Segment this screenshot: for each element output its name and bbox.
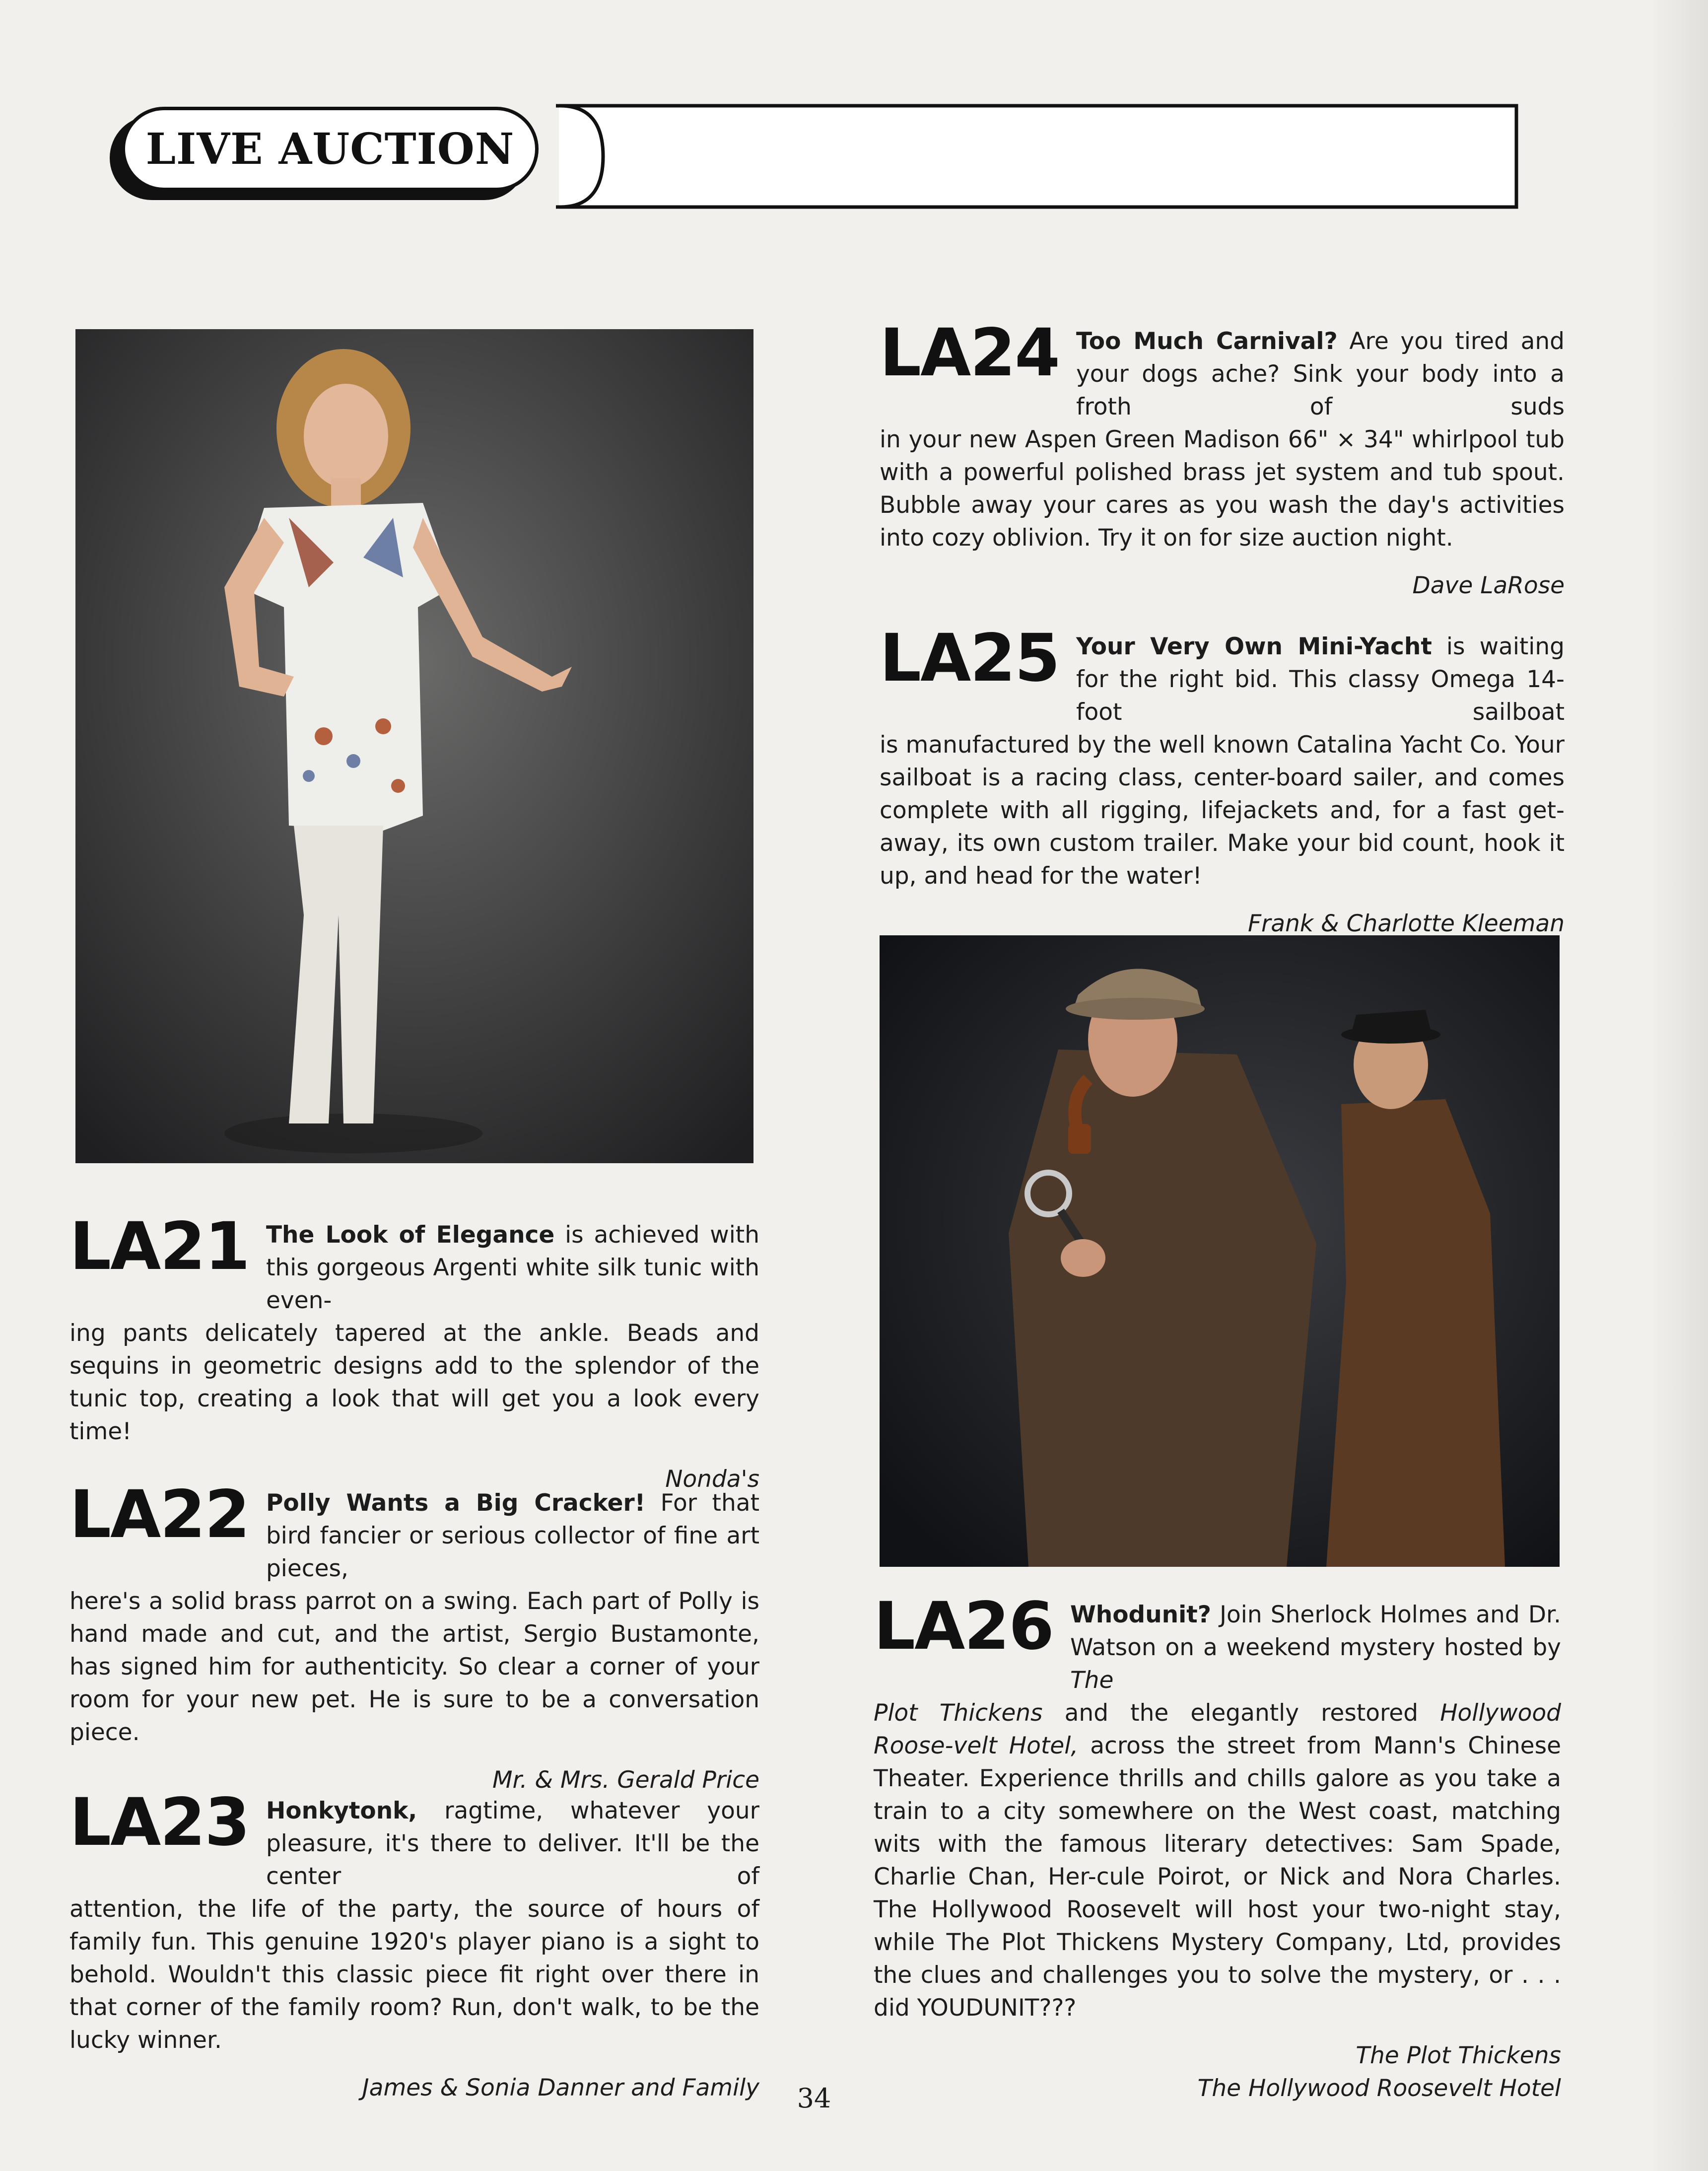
lot-code: LA25	[880, 620, 1059, 697]
lot-intro-text: ragtime, whatever your pleasure, it's there to deliver. It'll be the center of	[266, 1797, 759, 1890]
page-number: 34	[797, 2083, 831, 2114]
lot-description: in your new Aspen Green Madison 66" × 34" whirlpool tub with a powerful polished brass jet system and tub spout. Bubble away your cares as you wash the day's activities into cozy oblivion. Try it on for size auction night.	[880, 426, 1565, 552]
lot-description: ing pants delicately tapered at the ankle. Beads and sequins in geometric designs add to the splendor of the tunic top, creating a look that will get you a look every time!	[69, 1320, 759, 1445]
lot-intro	[266, 1795, 759, 1893]
lot-la26	[874, 1588, 1561, 2105]
lot-la23	[69, 1784, 759, 2104]
lot-intro-text: Join Sherlock Holmes and Dr. Watson on a weekend mystery hosted by	[1070, 1601, 1561, 1661]
lot-body-italic-1: Plot Thickens	[874, 1699, 1043, 1727]
lot-donor: James & Sonia Danner and Family	[362, 2074, 759, 2101]
lot-la21	[69, 1208, 759, 1496]
lot-description	[874, 1697, 1561, 2025]
lot-la25	[880, 620, 1565, 940]
lot-intro-italic: The	[1070, 1667, 1114, 1694]
lot-title: Polly Wants a Big Cracker!	[266, 1489, 646, 1517]
lot-title: Whodunit?	[1070, 1601, 1211, 1628]
lot-body-text-1: and the elegantly restored	[1042, 1699, 1440, 1727]
lot-code: LA22	[69, 1476, 249, 1553]
lot-code: LA24	[880, 315, 1059, 391]
lot-description: here's a solid brass parrot on a swing. Each part of Polly is hand made and cut, and the artist, Sergio Bustamonte, has signed him for authenticity. So clear a corner of your room for your new pet. He is sure to be a conversation piece.	[69, 1588, 759, 1746]
lot-donor: Frank & Charlotte Kleeman	[1247, 910, 1565, 937]
lot-intro-text: Are you tired and your dogs ache? Sink your body into a froth of suds	[1076, 328, 1565, 420]
lot-intro	[266, 1487, 759, 1585]
lot-intro	[1070, 1599, 1561, 1697]
lot-donor-1: The Plot Thickens	[1356, 2042, 1561, 2069]
lot-intro	[1076, 325, 1565, 423]
header-banner-frame	[556, 102, 1549, 211]
page-spine-shadow	[1648, 0, 1708, 2171]
lot-la24	[880, 315, 1565, 602]
lot-donor: Mr. & Mrs. Gerald Price	[492, 1766, 759, 1794]
lot-intro-text: is achieved with this gorgeous Argenti white silk tunic with even-	[266, 1221, 759, 1314]
lot-donor: Dave LaRose	[1412, 572, 1565, 599]
section-header-pill	[122, 107, 539, 191]
lot-body-italic-2: Hollywood Roose-velt Hotel,	[874, 1699, 1561, 1759]
photo-sherlock-holmes-watson	[880, 935, 1560, 1567]
lot-description: attention, the life of the party, the source of hours of family fun. This genuine 1920's player piano is a sight to behold. Wouldn't this classic piece fit right over there in that corner of the family room? Run, don't walk, to be the lucky winner.	[69, 1895, 759, 2054]
lot-title: The Look of Elegance	[266, 1221, 555, 1249]
lot-title: Too Much Carnival?	[1076, 328, 1338, 355]
lot-title: Honkytonk,	[266, 1797, 417, 1824]
lot-code: LA26	[874, 1588, 1053, 1665]
lot-description: is manufactured by the well known Catalina Yacht Co. Your sailboat is a racing class, center-board sailer, and comes complete with all rigging, lifejackets and, for a fast get-away, its own custom trailer. Make your bid count, hook it up, and head for the water!	[880, 731, 1565, 890]
photo-tunic-outfit	[75, 329, 753, 1163]
lot-donor: Nonda's	[665, 1466, 759, 1493]
lot-donor-2: The Hollywood Roosevelt Hotel	[1197, 2075, 1561, 2102]
lot-intro-text: is waiting for the right bid. This classy Omega 14-foot sailboat	[1076, 633, 1565, 726]
section-title: LIVE AUCTION	[145, 124, 515, 174]
lot-code: LA23	[69, 1784, 249, 1861]
lot-title: Your Very Own Mini-Yacht	[1076, 633, 1432, 660]
lot-body-text-2: across the street from Mann's Chinese Theater. Experience thrills and chills galore as you take a train to a city somewhere on the West coast, matching wits with the famous literary detectives: Sam Spade, Charlie Chan, Her-cule Poirot, or Nick and Nora Charles. The Hollywood Roosevelt will host your two-night stay, while The Plot Thickens Mystery Company, Ltd, provides the clues and challenges you to solve the mystery, or . . . did YOUDUNIT???	[874, 1732, 1561, 2022]
lot-intro	[266, 1219, 759, 1317]
lot-intro	[1076, 630, 1565, 729]
lot-intro-text: For that bird fancier or serious collector of fine art pieces,	[266, 1489, 759, 1582]
lot-code: LA21	[69, 1208, 249, 1285]
